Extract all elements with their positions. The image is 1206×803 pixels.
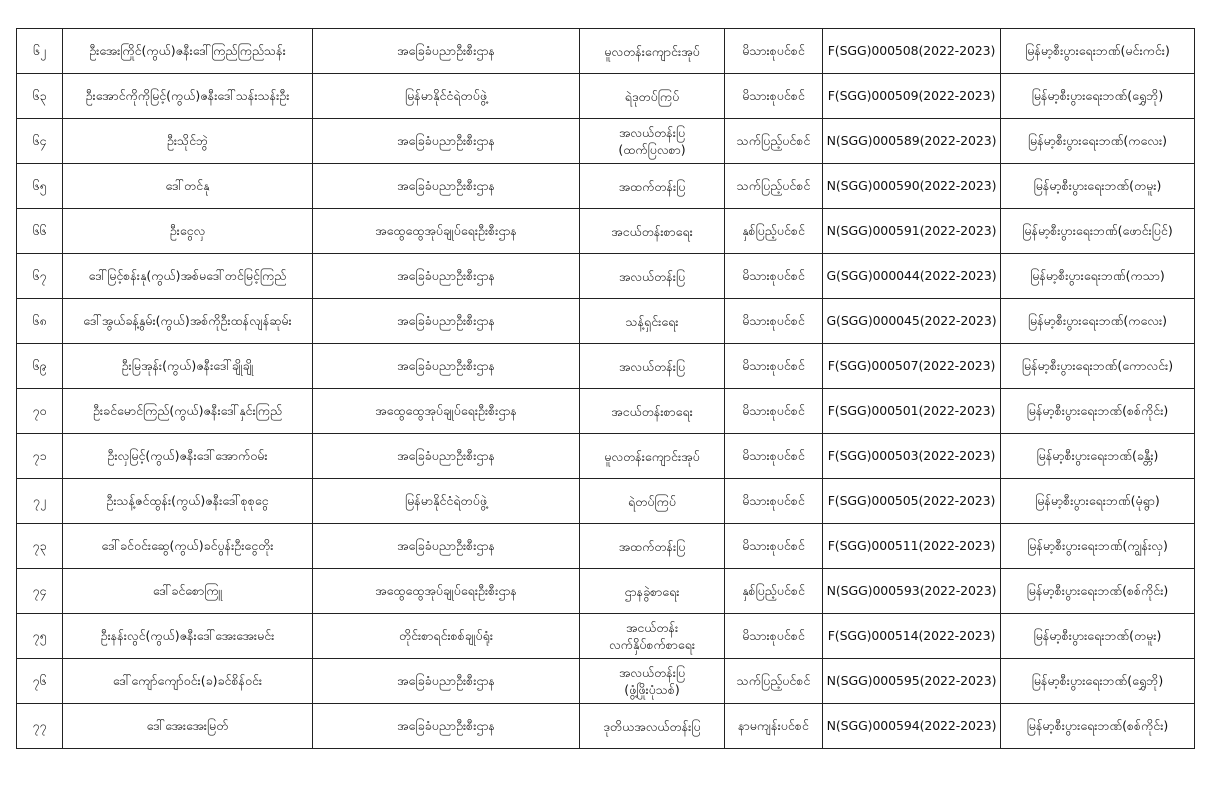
table-body [17,29,1195,749]
department-cell: အခြေခံပညာဦးစီးဌာန [313,119,580,164]
registration-number-cell: F(SGG)000509(2022-2023) [823,74,1001,119]
pension-type-cell: သက်ပြည့်ပင်စင် [725,164,823,209]
registration-number-cell: N(SGG)000593(2022-2023) [823,569,1001,614]
pension-type-cell: သက်ပြည့်ပင်စင် [725,119,823,164]
row-number-cell: ၇၂ [17,479,63,524]
bank-branch-cell: မြန်မာ့စီးပွားရေးဘဏ်(ကလေး) [1001,119,1195,164]
pensioner-name-cell: ဒေါ်အေးအေးမြတ် [63,704,313,749]
table-row [17,434,1195,479]
row-number-cell: ၆၆ [17,209,63,254]
department-cell: အထွေထွေအုပ်ချုပ်ရေးဦးစီးဌာန [313,209,580,254]
pension-type-cell: မိသားစုပင်စင် [725,524,823,569]
pensioner-name-cell: ဒေါ်ကျော်ကျော်ဝင်း(ခ)ခင်စိန်ဝင်း [63,659,313,704]
table-row [17,119,1195,164]
table-row [17,659,1195,704]
department-cell: အထွေထွေအုပ်ချုပ်ရေးဦးစီးဌာန [313,569,580,614]
table-row [17,524,1195,569]
registration-number-cell: F(SGG)000508(2022-2023) [823,29,1001,74]
position-cell: အထက်တန်းပြ [580,164,725,209]
table-row [17,614,1195,659]
department-cell: အခြေခံပညာဦးစီးဌာန [313,524,580,569]
pension-type-cell: မိသားစုပင်စင် [725,389,823,434]
registration-number-cell: F(SGG)000507(2022-2023) [823,344,1001,389]
position-cell: ဒုတိယအလယ်တန်းပြ [580,704,725,749]
table-row [17,164,1195,209]
position-cell: မူလတန်းကျောင်းအုပ် [580,29,725,74]
table-row [17,389,1195,434]
pension-type-cell: မိသားစုပင်စင် [725,254,823,299]
row-number-cell: ၆၈ [17,299,63,344]
bank-branch-cell: မြန်မာ့စီးပွားရေးဘဏ်(ကလေး) [1001,299,1195,344]
department-cell: အခြေခံပညာဦးစီးဌာန [313,434,580,479]
position-cell: ဌာနခွဲစာရေး [580,569,725,614]
bank-branch-cell: မြန်မာ့စီးပွားရေးဘဏ်(ကသာ) [1001,254,1195,299]
position-cell: အလယ်တန်းပြ (ဖွံ့ဖြိုးပုံသစ်) [580,659,725,704]
pension-list-table [16,28,1195,749]
bank-branch-cell: မြန်မာ့စီးပွားရေးဘဏ်(တမူး) [1001,164,1195,209]
registration-number-cell: N(SGG)000594(2022-2023) [823,704,1001,749]
pension-type-cell: မိသားစုပင်စင် [725,434,823,479]
bank-branch-cell: မြန်မာ့စီးပွားရေးဘဏ်(ရွှေဘို) [1001,659,1195,704]
registration-number-cell: F(SGG)000511(2022-2023) [823,524,1001,569]
registration-number-cell: N(SGG)000589(2022-2023) [823,119,1001,164]
position-cell: ရဲတပ်ကြပ် [580,479,725,524]
pension-type-cell: မိသားစုပင်စင် [725,614,823,659]
bank-branch-cell: မြန်မာ့စီးပွားရေးဘဏ်(ခန္တီး) [1001,434,1195,479]
department-cell: တိုင်းစာရင်းစစ်ချုပ်ရုံး [313,614,580,659]
pensioner-name-cell: ဦးငွေလှ [63,209,313,254]
position-cell: မူလတန်းကျောင်းအုပ် [580,434,725,479]
table-row [17,569,1195,614]
position-cell: အငယ်တန်းစာရေး [580,209,725,254]
department-cell: မြန်မာနိုင်ငံရဲတပ်ဖွဲ့ [313,74,580,119]
department-cell: အခြေခံပညာဦးစီးဌာန [313,164,580,209]
bank-branch-cell: မြန်မာ့စီးပွားရေးဘဏ်(မင်းကင်း) [1001,29,1195,74]
registration-number-cell: G(SGG)000045(2022-2023) [823,299,1001,344]
registration-number-cell: G(SGG)000044(2022-2023) [823,254,1001,299]
pensioner-name-cell: ဒေါ်ခင်စောကြူ [63,569,313,614]
position-cell: အလယ်တန်းပြ [580,344,725,389]
registration-number-cell: F(SGG)000503(2022-2023) [823,434,1001,479]
bank-branch-cell: မြန်မာ့စီးပွားရေးဘဏ်(ကျွန်းလှ) [1001,524,1195,569]
position-cell: အလယ်တန်းပြ [580,254,725,299]
position-cell: အလယ်တန်းပြ (ထက်ပြလစာ) [580,119,725,164]
table-row [17,479,1195,524]
row-number-cell: ၇၅ [17,614,63,659]
pension-type-cell: မိသားစုပင်စင် [725,479,823,524]
pensioner-name-cell: ဦးလှမြင့်(ကွယ်)ဇနီးဒေါ်အောက်ဝမ်း [63,434,313,479]
pension-type-cell: မိသားစုပင်စင် [725,29,823,74]
department-cell: အခြေခံပညာဦးစီးဌာန [313,29,580,74]
table-row [17,29,1195,74]
registration-number-cell: N(SGG)000595(2022-2023) [823,659,1001,704]
department-cell: အခြေခံပညာဦးစီးဌာန [313,344,580,389]
pensioner-name-cell: ဦးသိုင်ဘွဲ [63,119,313,164]
pensioner-name-cell: ဦးသန့်ဇင်ထွန်း(ကွယ်)ဇနီးဒေါ်စုစုငွေ [63,479,313,524]
registration-number-cell: F(SGG)000514(2022-2023) [823,614,1001,659]
position-cell: ရဲဒုတပ်ကြပ် [580,74,725,119]
row-number-cell: ၆၄ [17,119,63,164]
position-cell: သန့်ရှင်းရေး [580,299,725,344]
pension-type-cell: မိသားစုပင်စင် [725,299,823,344]
table-row [17,299,1195,344]
row-number-cell: ၆၅ [17,164,63,209]
bank-branch-cell: မြန်မာ့စီးပွားရေးဘဏ်(စစ်ကိုင်း) [1001,569,1195,614]
position-cell: အငယ်တန်း လက်နှိပ်စက်စာရေး [580,614,725,659]
pensioner-name-cell: ဒေါ်ခင်ဝင်းဆွေ(ကွယ်)ခင်ပွန်းဦးငွေတိုး [63,524,313,569]
department-cell: အခြေခံပညာဦးစီးဌာန [313,704,580,749]
pension-type-cell: မိသားစုပင်စင် [725,74,823,119]
registration-number-cell: N(SGG)000590(2022-2023) [823,164,1001,209]
pension-type-cell: နာမကျန်းပင်စင် [725,704,823,749]
row-number-cell: ၇၀ [17,389,63,434]
pension-type-cell: နှစ်ပြည့်ပင်စင် [725,569,823,614]
row-number-cell: ၇၁ [17,434,63,479]
bank-branch-cell: မြန်မာ့စီးပွားရေးဘဏ်(တမူး) [1001,614,1195,659]
row-number-cell: ၆၉ [17,344,63,389]
pensioner-name-cell: ဒေါ်မြင့်စန်းနု(ကွယ်)အစ်မဒေါ်တင်မြင့်ကြည် [63,254,313,299]
pensioner-name-cell: ဦးအေးကြိုင်(ကွယ်)ဇနီးဒေါ်ကြည်ကြည်သန်း [63,29,313,74]
department-cell: အခြေခံပညာဦးစီးဌာန [313,254,580,299]
table-row [17,74,1195,119]
pensioner-name-cell: ဦးမြအုန်း(ကွယ်)ဇနီးဒေါ်ချိုချို [63,344,313,389]
department-cell: မြန်မာနိုင်ငံရဲတပ်ဖွဲ့ [313,479,580,524]
pension-type-cell: သက်ပြည့်ပင်စင် [725,659,823,704]
registration-number-cell: F(SGG)000505(2022-2023) [823,479,1001,524]
bank-branch-cell: မြန်မာ့စီးပွားရေးဘဏ်(ဖောင်းပြင်) [1001,209,1195,254]
row-number-cell: ၇၄ [17,569,63,614]
bank-branch-cell: မြန်မာ့စီးပွားရေးဘဏ်(စစ်ကိုင်း) [1001,704,1195,749]
pension-type-cell: နှစ်ပြည့်ပင်စင် [725,209,823,254]
table-row [17,254,1195,299]
position-cell: အထက်တန်းပြ [580,524,725,569]
row-number-cell: ၆၂ [17,29,63,74]
bank-branch-cell: မြန်မာ့စီးပွားရေးဘဏ်(မုံရွာ) [1001,479,1195,524]
row-number-cell: ၇၃ [17,524,63,569]
position-cell: အငယ်တန်းစာရေး [580,389,725,434]
department-cell: အခြေခံပညာဦးစီးဌာန [313,659,580,704]
department-cell: အထွေထွေအုပ်ချုပ်ရေးဦးစီးဌာန [313,389,580,434]
row-number-cell: ၆၃ [17,74,63,119]
pension-type-cell: မိသားစုပင်စင် [725,344,823,389]
bank-branch-cell: မြန်မာ့စီးပွားရေးဘဏ်(ကောလင်း) [1001,344,1195,389]
bank-branch-cell: မြန်မာ့စီးပွားရေးဘဏ်(စစ်ကိုင်း) [1001,389,1195,434]
pensioner-name-cell: ဒေါ်တင်နု [63,164,313,209]
registration-number-cell: N(SGG)000591(2022-2023) [823,209,1001,254]
row-number-cell: ၆၇ [17,254,63,299]
bank-branch-cell: မြန်မာ့စီးပွားရေးဘဏ်(ရွှေဘို) [1001,74,1195,119]
department-cell: အခြေခံပညာဦးစီးဌာန [313,299,580,344]
table-row [17,344,1195,389]
registration-number-cell: F(SGG)000501(2022-2023) [823,389,1001,434]
pensioner-name-cell: ဒေါ်အွယ်ခန့်နွမ်း(ကွယ်)အစ်ကိုဦးထန်လျန်ဆုမ်း [63,299,313,344]
pensioner-name-cell: ဦးခင်မောင်ကြည်(ကွယ်)ဇနီးဒေါ်နှင်းကြည် [63,389,313,434]
table-row [17,704,1195,749]
table-row [17,209,1195,254]
pensioner-name-cell: ဦးနန်းလွင်(ကွယ်)ဇနီးဒေါ်အေးအေးမင်း [63,614,313,659]
row-number-cell: ၇၇ [17,704,63,749]
pensioner-name-cell: ဦးအောင်ကိုကိုမြင့်(ကွယ်)ဇနီးဒေါ်သန်းသန်းဦး [63,74,313,119]
row-number-cell: ၇၆ [17,659,63,704]
